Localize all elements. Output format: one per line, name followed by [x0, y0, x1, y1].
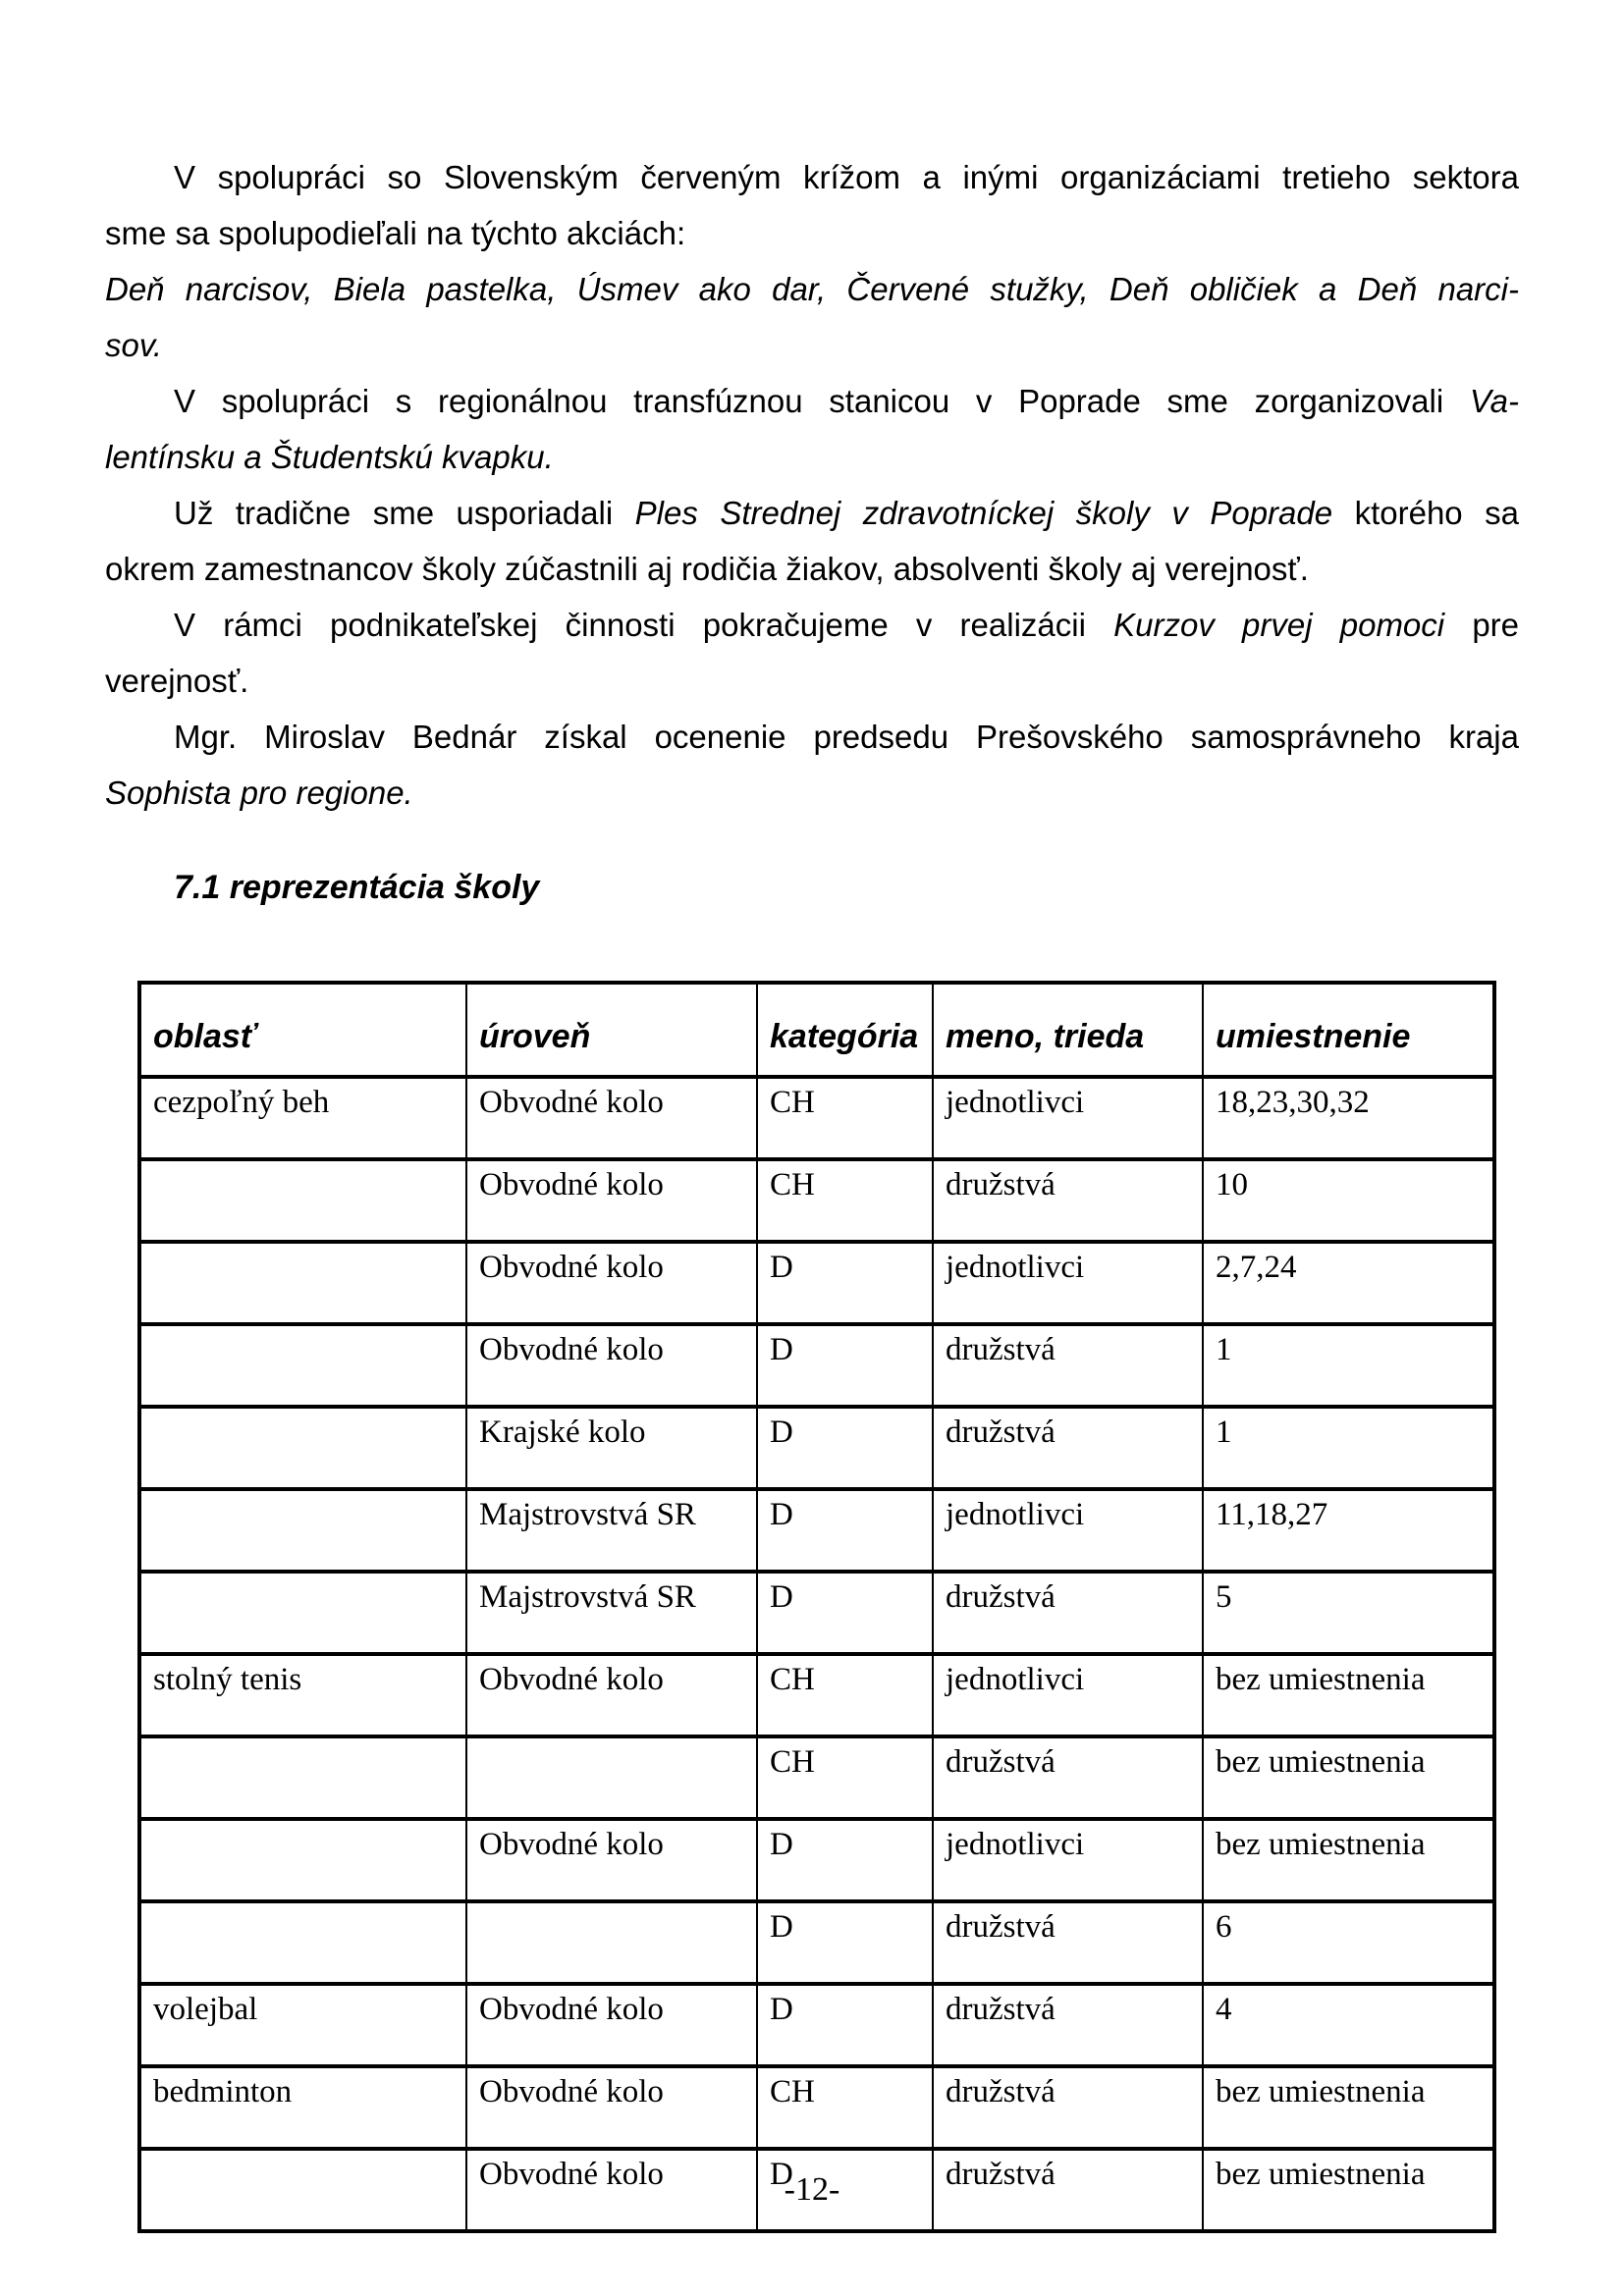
column-header: úroveň: [466, 983, 757, 1077]
text-run: pre: [1444, 607, 1520, 643]
table-header-row: [139, 983, 1494, 1077]
table-row: [139, 1077, 1494, 1159]
table-cell: D: [757, 1819, 933, 1901]
table-cell: [139, 1489, 466, 1572]
text-run: Va-: [1469, 383, 1519, 419]
text-line: [105, 261, 1519, 317]
representation-table: [137, 981, 1496, 2233]
table-cell: bedminton: [139, 2066, 466, 2149]
text-line: [105, 709, 1519, 765]
table-cell: družstvá: [933, 1736, 1203, 1819]
text-run: sme sa spolupodieľali na týchto akciách:: [105, 215, 686, 251]
table-row: [139, 1984, 1494, 2066]
table-cell: 1: [1203, 1324, 1494, 1407]
table-cell: Obvodné kolo: [466, 2149, 757, 2231]
table-cell: jednotlivci: [933, 1489, 1203, 1572]
table-cell: CH: [757, 1736, 933, 1819]
table-cell: Obvodné kolo: [466, 1984, 757, 2066]
table-header: [139, 983, 1494, 1077]
table-cell: [139, 1242, 466, 1324]
table-cell: 5: [1203, 1572, 1494, 1654]
text-run: Deň narcisov, Biela pastelka, Úsmev ako dar, Červené stužky, Deň obličiek a Deň narci-: [105, 271, 1519, 307]
text-line: [105, 317, 1519, 373]
table-cell: Obvodné kolo: [466, 1324, 757, 1407]
table-cell: [139, 1407, 466, 1489]
table-cell: 2,7,24: [1203, 1242, 1494, 1324]
table-cell: jednotlivci: [933, 1819, 1203, 1901]
table-cell: [139, 1572, 466, 1654]
text-line: [105, 485, 1519, 541]
table-cell: jednotlivci: [933, 1077, 1203, 1159]
table-cell: D: [757, 1407, 933, 1489]
table-cell: Obvodné kolo: [466, 1242, 757, 1324]
table-cell: D: [757, 1324, 933, 1407]
table-cell: Majstrovstvá SR: [466, 1489, 757, 1572]
table-cell: bez umiestnenia: [1203, 2066, 1494, 2149]
text-run: okrem zamestnancov školy zúčastnili aj rodičia žiakov, absolventi školy aj verejnosť.: [105, 551, 1309, 587]
table-cell: 1: [1203, 1407, 1494, 1489]
section-heading: 7.1 reprezentácia školy: [174, 869, 540, 906]
text-run: V spolupráci so Slovenským červeným krížom a inými organizáciami tretieho sektora: [174, 159, 1519, 195]
table-cell: bez umiestnenia: [1203, 1819, 1494, 1901]
table-cell: Majstrovstvá SR: [466, 1572, 757, 1654]
table-cell: Obvodné kolo: [466, 1077, 757, 1159]
table-cell: [139, 1819, 466, 1901]
table-row: [139, 1159, 1494, 1242]
text-line: [105, 373, 1519, 429]
table-cell: jednotlivci: [933, 1242, 1203, 1324]
table-cell: D: [757, 1901, 933, 1984]
table-cell: cezpoľný beh: [139, 1077, 466, 1159]
table-cell: 4: [1203, 1984, 1494, 2066]
table-cell: [139, 1901, 466, 1984]
table-cell: 10: [1203, 1159, 1494, 1242]
table-cell: 11,18,27: [1203, 1489, 1494, 1572]
table-row: [139, 1819, 1494, 1901]
text-run: sov.: [105, 327, 163, 363]
body-text: [105, 149, 1519, 821]
text-run: Mgr. Miroslav Bednár získal ocenenie predsedu Prešovského samosprávneho kraja: [174, 719, 1519, 755]
table-cell: Obvodné kolo: [466, 1159, 757, 1242]
table-row: [139, 1736, 1494, 1819]
text-line: [105, 541, 1519, 597]
table-cell: Obvodné kolo: [466, 1654, 757, 1736]
table-cell: Krajské kolo: [466, 1407, 757, 1489]
text-run: Už tradične sme usporiadali: [174, 495, 635, 531]
table-cell: družstvá: [933, 1159, 1203, 1242]
table-cell: D: [757, 1572, 933, 1654]
table-cell: CH: [757, 1654, 933, 1736]
column-header: oblasť: [139, 983, 466, 1077]
table-cell: 18,23,30,32: [1203, 1077, 1494, 1159]
table-cell: družstvá: [933, 1407, 1203, 1489]
table-cell: družstvá: [933, 2149, 1203, 2231]
table-cell: CH: [757, 2066, 933, 2149]
text-run: lentínsku a Študentskú kvapku.: [105, 439, 554, 475]
table-cell: bez umiestnenia: [1203, 1736, 1494, 1819]
column-header: umiestnenie: [1203, 983, 1494, 1077]
text-run: V rámci podnikateľskej činnosti pokračujeme v realizácii: [174, 607, 1114, 643]
text-line: [105, 765, 1519, 821]
table-cell: stolný tenis: [139, 1654, 466, 1736]
table-cell: D: [757, 1242, 933, 1324]
column-header: kategória: [757, 983, 933, 1077]
table-cell: D: [757, 1984, 933, 2066]
table-cell: CH: [757, 1159, 933, 1242]
text-run: Ples Strednej zdravotníckej školy v Poprade: [634, 495, 1333, 531]
table-row: [139, 1407, 1494, 1489]
table-row: [139, 1324, 1494, 1407]
table-cell: [466, 1901, 757, 1984]
table-cell: Obvodné kolo: [466, 1819, 757, 1901]
table-cell: [139, 1159, 466, 1242]
table-cell: jednotlivci: [933, 1654, 1203, 1736]
table-body: [139, 1077, 1494, 2231]
table-cell: Obvodné kolo: [466, 2066, 757, 2149]
table-row: [139, 1654, 1494, 1736]
table-cell: D: [757, 2149, 933, 2231]
column-header: meno, trieda: [933, 983, 1203, 1077]
table-cell: D: [757, 1489, 933, 1572]
page-number: -12-: [784, 2171, 840, 2208]
table-row: [139, 1572, 1494, 1654]
text-line: [105, 205, 1519, 261]
table-cell: [139, 1736, 466, 1819]
table-row: [139, 2066, 1494, 2149]
table-cell: družstvá: [933, 1984, 1203, 2066]
table-cell: bez umiestnenia: [1203, 1654, 1494, 1736]
text-run: V spolupráci s regionálnou transfúznou stanicou v Poprade sme zorganizovali: [174, 383, 1470, 419]
table-row: [139, 1489, 1494, 1572]
text-line: [105, 429, 1519, 485]
table-cell: bez umiestnenia: [1203, 2149, 1494, 2231]
table-cell: družstvá: [933, 1324, 1203, 1407]
text-run: verejnosť.: [105, 663, 249, 699]
table-cell: volejbal: [139, 1984, 466, 2066]
table-cell: družstvá: [933, 1572, 1203, 1654]
table-row: [139, 1242, 1494, 1324]
text-run: Kurzov prvej pomoci: [1113, 607, 1445, 643]
table-cell: družstvá: [933, 1901, 1203, 1984]
table-cell: [139, 1324, 466, 1407]
text-line: [105, 653, 1519, 709]
text-run: ktorého sa: [1332, 495, 1519, 531]
table-cell: [466, 1736, 757, 1819]
table-cell: CH: [757, 1077, 933, 1159]
table-cell: 6: [1203, 1901, 1494, 1984]
table-cell: družstvá: [933, 2066, 1203, 2149]
text-line: [105, 149, 1519, 205]
table-row: [139, 1901, 1494, 1984]
text-line: [105, 597, 1519, 653]
text-run: Sophista pro regione.: [105, 774, 413, 811]
